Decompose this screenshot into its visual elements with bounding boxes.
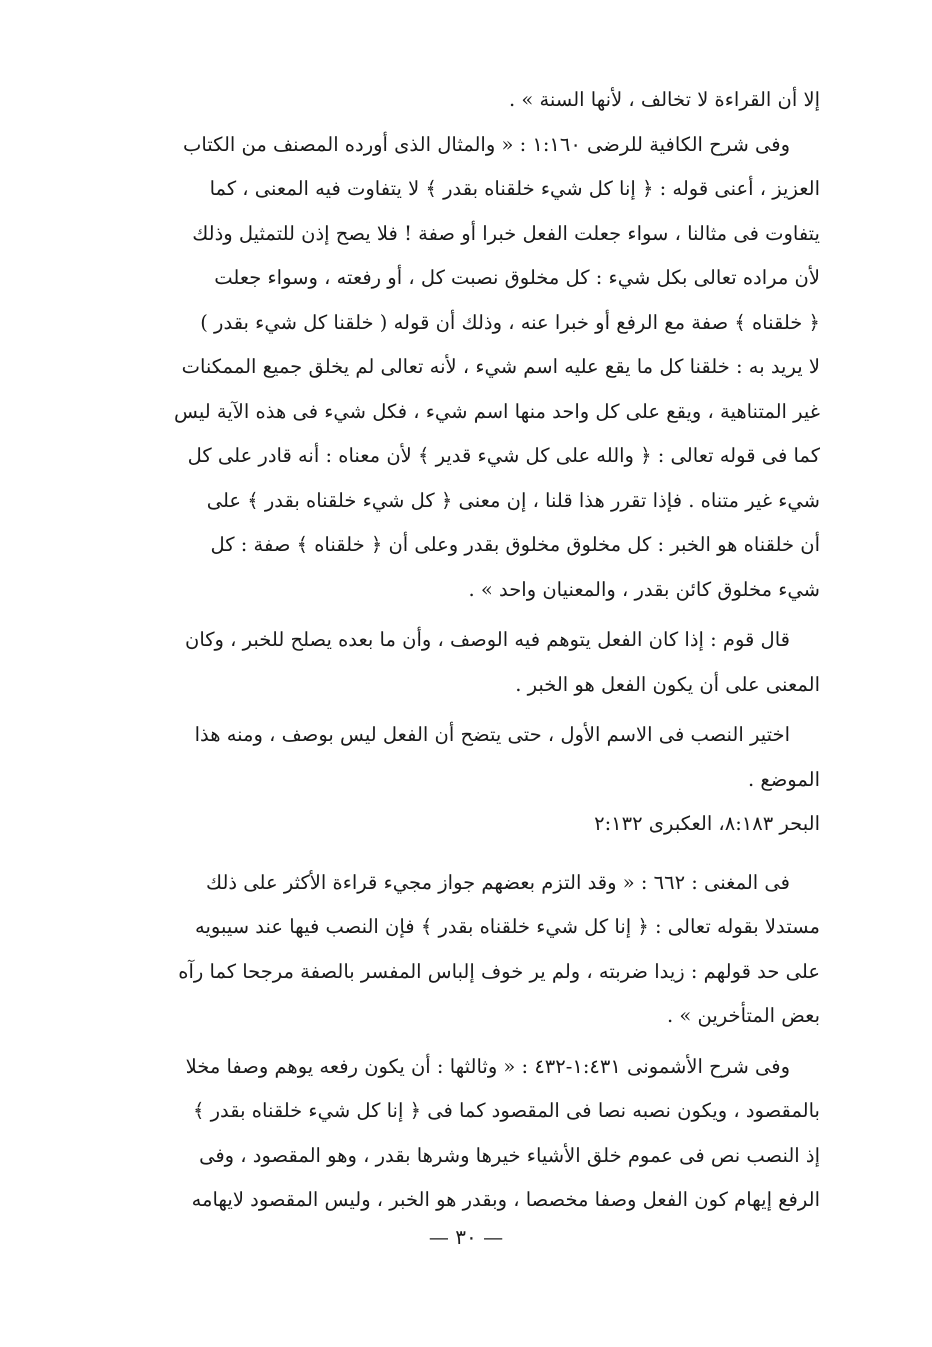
text-line: بعض المتأخرين » . bbox=[667, 1004, 820, 1027]
text-line: غير المتناهية ، ويقع على كل واحد منها اسم شيء ، فكل شيء فى هذه الآية ليس bbox=[174, 399, 820, 423]
text-line: قال قوم : إذا كان الفعل يتوهم فيه الوصف ، وأن ما بعده يصلح للخبر ، وكان bbox=[185, 628, 790, 651]
page-number: — ٣٠ — bbox=[428, 1225, 504, 1249]
text-line: مستدلا بقوله تعالى : ﴿ إنا كل شيء خلقناه بقدر ﴾ فإن النصب فيها عند سيبويه bbox=[194, 915, 820, 938]
text-line: ﴿ خلقناه ﴾ صفة مع الرفع أو خبرا عنه ، وذلك أن قوله ( خلقنا كل شيء بقدر ) bbox=[200, 310, 820, 334]
text-line: فى المغنى : ٦٦٢ : « وقد التزم بعضهم جواز مجيء قراءة الأكثر على ذلك bbox=[206, 870, 790, 894]
text-line: شيء مخلوق كائن بقدر ، والمعنيان واحد » . bbox=[468, 577, 820, 601]
text-line: شيء غير متناه . فإذا تقرر هذا قلنا ، إن معنى ﴿ كل شيء خلقناه بقدر ﴾ على bbox=[206, 488, 820, 512]
body-text bbox=[92, 78, 820, 1223]
text-line: العزيز ، أعنى قوله : ﴿ إنا كل شيء خلقناه بقدر ﴾ لا يتفاوت فيه المعنى ، كما bbox=[209, 177, 820, 200]
text-line: لا يريد به : خلقنا كل ما يقع عليه اسم شيء ، لأنه تعالى لم يخلق جميع الممكنات bbox=[181, 355, 820, 378]
text-line: بالمقصود ، ويكون نصبه نصا فى المقصود كما فى ﴿ إنا كل شيء خلقناه بقدر ﴾ bbox=[193, 1099, 820, 1122]
text-line: المعنى على أن يكون الفعل هو الخبر . bbox=[515, 672, 820, 696]
text-line: يتفاوت فى مثالنا ، سواء جعلت الفعل خبرا أو صفة ! فلا يصح إذن للتمثيل وذلك bbox=[192, 221, 820, 245]
text-line: إذ النصب نص فى عموم خلق الأشياء خيرها وشرها بقدر ، وهو المقصود ، وفى bbox=[199, 1143, 820, 1167]
text-line: على حد قولهم : زيدا ضربته ، ولم ير خوف إلباس المفسر بالصفة مرجحا كما رآه bbox=[178, 959, 820, 983]
source-reference: البحر ٨:١٨٣، العكبرى ٢:١٣٢ bbox=[594, 812, 820, 835]
text-line: اختير النصب فى الاسم الأول ، حتى يتضح أن الفعل ليس بوصف ، ومنه هذا bbox=[194, 723, 790, 746]
text-line: لأن مراده تعالى بكل شيء : كل مخلوق نصبت كل ، أو رفعته ، وسواء جعلت bbox=[214, 266, 820, 289]
text-line: إلا أن القراءة لا تخالف ، لأنها السنة » . bbox=[508, 88, 820, 111]
text-line: وفى شرح الكافية للرضى ١:١٦٠ : « والمثال الذى أورده المصنف من الكتاب bbox=[183, 132, 790, 156]
text-line: وفى شرح الأشمونى ١:٤٣١-٤٣٢ : « وثالثها : أن يكون رفعه يوهم وصفا مخلا bbox=[185, 1054, 790, 1078]
text-line: أن خلقناه هو الخبر : كل مخلوق مخلوق بقدر وعلى أن ﴿ خلقناه ﴾ صفة : كل bbox=[210, 533, 820, 556]
text-line: الرفع إيهام كون الفعل وصفا مخصصا ، وبقدر هو الخبر ، وليس المقصود لايهامه bbox=[191, 1188, 820, 1211]
text-line: الموضع . bbox=[747, 767, 820, 791]
text-line: كما فى قوله تعالى : ﴿ والله على كل شيء قدير ﴾ لأن معناه : أنه قادر على كل bbox=[187, 444, 820, 467]
